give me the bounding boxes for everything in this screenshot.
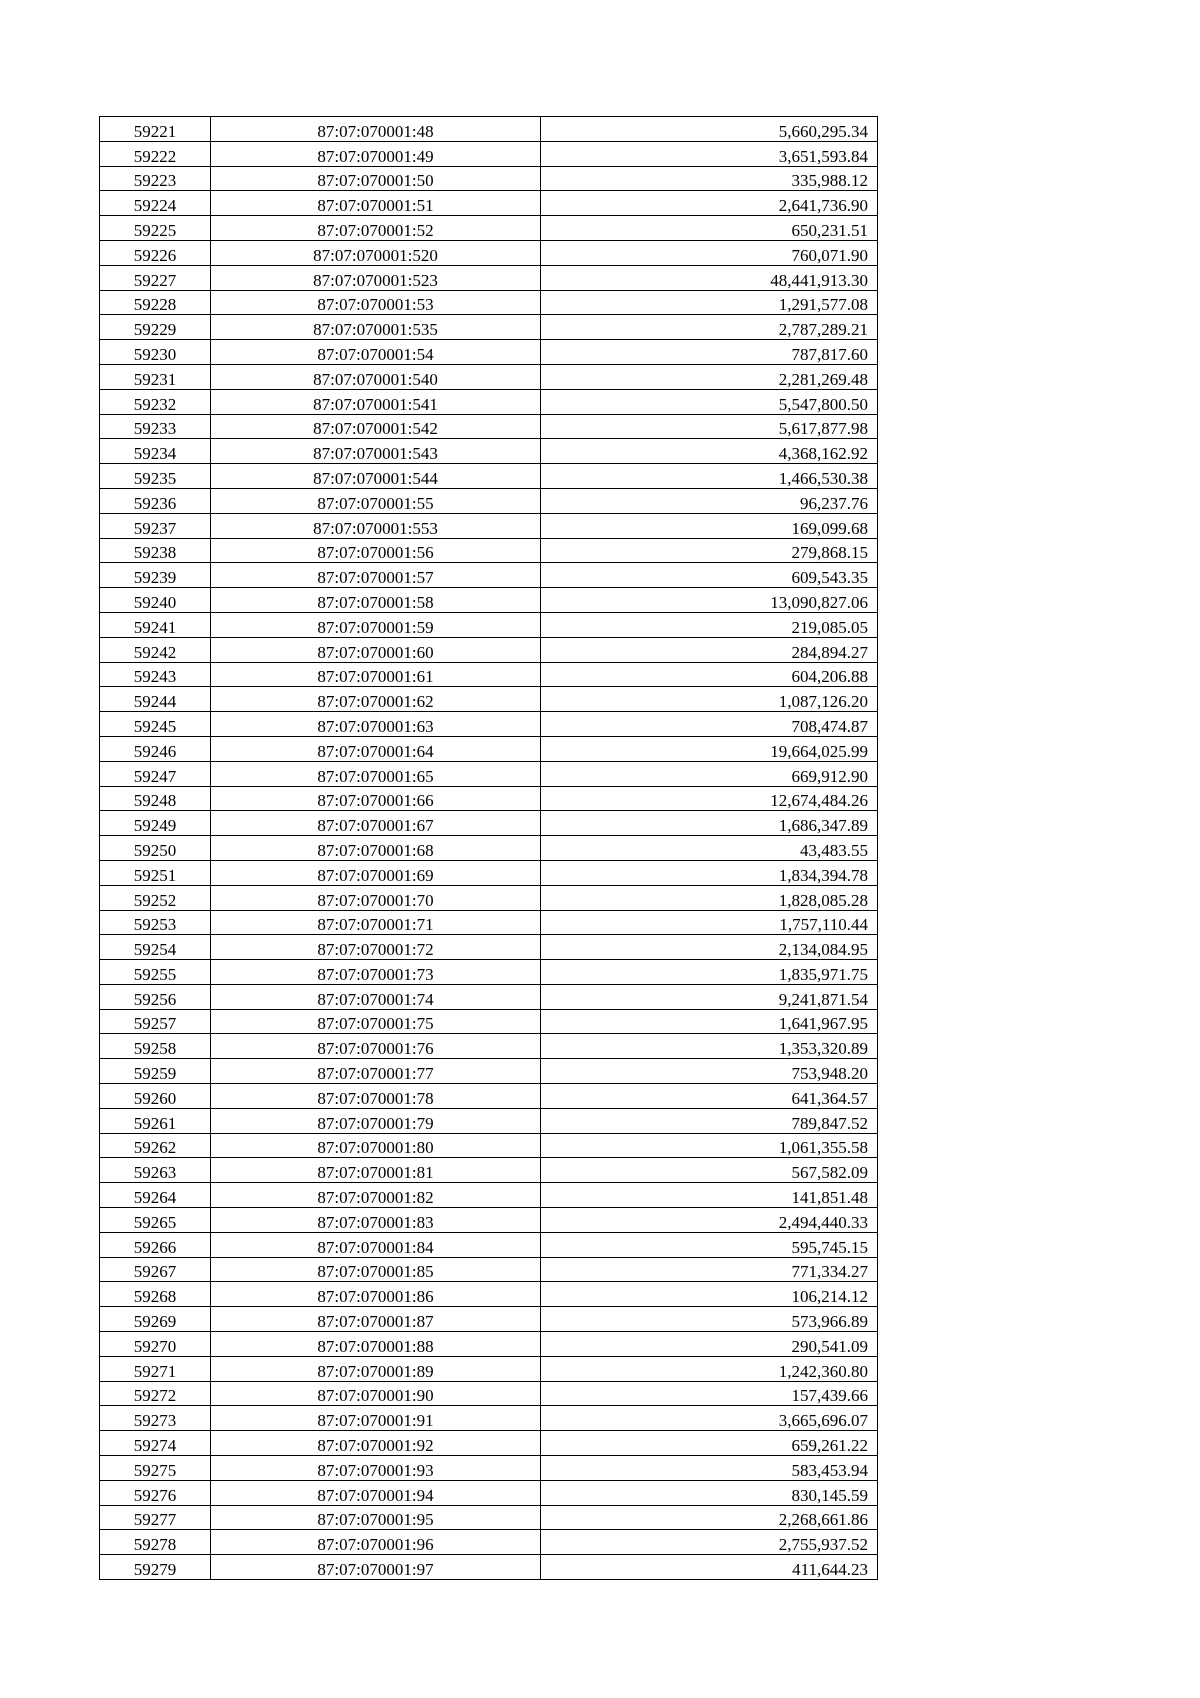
cadastral-number-cell: 87:07:070001:62: [211, 687, 541, 712]
value-cell: 573,966.89: [541, 1307, 878, 1332]
cadastral-number-cell: 87:07:070001:540: [211, 364, 541, 389]
cadastral-number-cell: 87:07:070001:67: [211, 811, 541, 836]
value-cell: 335,988.12: [541, 166, 878, 191]
value-cell: 2,281,269.48: [541, 364, 878, 389]
cadastral-number-cell: 87:07:070001:93: [211, 1456, 541, 1481]
row-number-cell: 59240: [100, 588, 211, 613]
row-number-cell: 59256: [100, 984, 211, 1009]
row-number-cell: 59236: [100, 488, 211, 513]
cadastral-number-cell: 87:07:070001:553: [211, 513, 541, 538]
cadastral-number-cell: 87:07:070001:92: [211, 1431, 541, 1456]
cadastral-number-cell: 87:07:070001:75: [211, 1009, 541, 1034]
value-cell: 1,828,085.28: [541, 885, 878, 910]
table-row: [100, 1059, 878, 1084]
value-cell: 3,651,593.84: [541, 141, 878, 166]
cadastral-number-cell: 87:07:070001:520: [211, 240, 541, 265]
table-row: [100, 736, 878, 761]
value-cell: 789,847.52: [541, 1108, 878, 1133]
table-row: [100, 414, 878, 439]
row-number-cell: 59273: [100, 1406, 211, 1431]
value-cell: 708,474.87: [541, 712, 878, 737]
cadastral-number-cell: 87:07:070001:76: [211, 1034, 541, 1059]
row-number-cell: 59278: [100, 1530, 211, 1555]
table-row: [100, 1009, 878, 1034]
cadastral-number-cell: 87:07:070001:55: [211, 488, 541, 513]
table-row: [100, 538, 878, 563]
table-row: [100, 265, 878, 290]
table-row: [100, 563, 878, 588]
table-row: [100, 1480, 878, 1505]
row-number-cell: 59230: [100, 340, 211, 365]
row-number-cell: 59245: [100, 712, 211, 737]
row-number-cell: 59275: [100, 1456, 211, 1481]
value-cell: 5,660,295.34: [541, 117, 878, 142]
cadastral-number-cell: 87:07:070001:49: [211, 141, 541, 166]
cadastral-number-cell: 87:07:070001:84: [211, 1232, 541, 1257]
row-number-cell: 59264: [100, 1183, 211, 1208]
cadastral-number-cell: 87:07:070001:81: [211, 1158, 541, 1183]
value-cell: 1,353,320.89: [541, 1034, 878, 1059]
table-row: [100, 141, 878, 166]
cadastral-number-cell: 87:07:070001:86: [211, 1282, 541, 1307]
value-cell: 609,543.35: [541, 563, 878, 588]
cadastral-number-cell: 87:07:070001:85: [211, 1257, 541, 1282]
row-number-cell: 59267: [100, 1257, 211, 1282]
cadastral-number-cell: 87:07:070001:90: [211, 1381, 541, 1406]
row-number-cell: 59268: [100, 1282, 211, 1307]
row-number-cell: 59225: [100, 216, 211, 241]
value-cell: 9,241,871.54: [541, 984, 878, 1009]
row-number-cell: 59248: [100, 786, 211, 811]
value-cell: 669,912.90: [541, 761, 878, 786]
table-row: [100, 984, 878, 1009]
value-cell: 5,547,800.50: [541, 389, 878, 414]
row-number-cell: 59221: [100, 117, 211, 142]
table-row: [100, 712, 878, 737]
value-cell: 279,868.15: [541, 538, 878, 563]
table-row: [100, 885, 878, 910]
cadastral-number-cell: 87:07:070001:77: [211, 1059, 541, 1084]
table-row: [100, 860, 878, 885]
row-number-cell: 59276: [100, 1480, 211, 1505]
cadastral-number-cell: 87:07:070001:60: [211, 637, 541, 662]
value-cell: 12,674,484.26: [541, 786, 878, 811]
table-row: [100, 488, 878, 513]
cadastral-number-cell: 87:07:070001:65: [211, 761, 541, 786]
row-number-cell: 59269: [100, 1307, 211, 1332]
cadastral-number-cell: 87:07:070001:54: [211, 340, 541, 365]
value-cell: 1,087,126.20: [541, 687, 878, 712]
value-cell: 641,364.57: [541, 1084, 878, 1109]
table-row: [100, 910, 878, 935]
row-number-cell: 59254: [100, 935, 211, 960]
row-number-cell: 59237: [100, 513, 211, 538]
cadastral-number-cell: 87:07:070001:542: [211, 414, 541, 439]
value-cell: 604,206.88: [541, 662, 878, 687]
value-cell: 567,582.09: [541, 1158, 878, 1183]
value-cell: 96,237.76: [541, 488, 878, 513]
cadastral-number-cell: 87:07:070001:535: [211, 315, 541, 340]
table-row: [100, 240, 878, 265]
row-number-cell: 59257: [100, 1009, 211, 1034]
cadastral-number-cell: 87:07:070001:61: [211, 662, 541, 687]
table-row: [100, 836, 878, 861]
cadastral-number-cell: 87:07:070001:58: [211, 588, 541, 613]
table-row: [100, 588, 878, 613]
table-row: [100, 1034, 878, 1059]
row-number-cell: 59231: [100, 364, 211, 389]
cadastral-number-cell: 87:07:070001:543: [211, 439, 541, 464]
row-number-cell: 59262: [100, 1133, 211, 1158]
table-row: [100, 166, 878, 191]
row-number-cell: 59229: [100, 315, 211, 340]
value-cell: 157,439.66: [541, 1381, 878, 1406]
cadastral-number-cell: 87:07:070001:72: [211, 935, 541, 960]
cadastral-number-cell: 87:07:070001:97: [211, 1555, 541, 1580]
table-row: [100, 1232, 878, 1257]
table-row: [100, 1307, 878, 1332]
value-cell: 4,368,162.92: [541, 439, 878, 464]
row-number-cell: 59263: [100, 1158, 211, 1183]
table-row: [100, 1431, 878, 1456]
value-cell: 583,453.94: [541, 1456, 878, 1481]
cadastral-number-cell: 87:07:070001:70: [211, 885, 541, 910]
cadastral-number-cell: 87:07:070001:74: [211, 984, 541, 1009]
cadastral-value-table: [99, 116, 878, 1580]
table-row: [100, 811, 878, 836]
cadastral-number-cell: 87:07:070001:91: [211, 1406, 541, 1431]
value-cell: 5,617,877.98: [541, 414, 878, 439]
row-number-cell: 59222: [100, 141, 211, 166]
value-cell: 13,090,827.06: [541, 588, 878, 613]
cadastral-number-cell: 87:07:070001:50: [211, 166, 541, 191]
table-row: [100, 315, 878, 340]
value-cell: 787,817.60: [541, 340, 878, 365]
cadastral-number-cell: 87:07:070001:544: [211, 464, 541, 489]
row-number-cell: 59274: [100, 1431, 211, 1456]
row-number-cell: 59277: [100, 1505, 211, 1530]
row-number-cell: 59238: [100, 538, 211, 563]
table-row: [100, 612, 878, 637]
value-cell: 753,948.20: [541, 1059, 878, 1084]
table-row: [100, 761, 878, 786]
table-row: [100, 935, 878, 960]
value-cell: 1,466,530.38: [541, 464, 878, 489]
row-number-cell: 59259: [100, 1059, 211, 1084]
row-number-cell: 59266: [100, 1232, 211, 1257]
row-number-cell: 59261: [100, 1108, 211, 1133]
table-row: [100, 513, 878, 538]
value-cell: 141,851.48: [541, 1183, 878, 1208]
value-cell: 760,071.90: [541, 240, 878, 265]
value-cell: 650,231.51: [541, 216, 878, 241]
table-row: [100, 1133, 878, 1158]
table-row: [100, 1108, 878, 1133]
row-number-cell: 59226: [100, 240, 211, 265]
table-row: [100, 637, 878, 662]
value-cell: 2,268,661.86: [541, 1505, 878, 1530]
table-row: [100, 117, 878, 142]
row-number-cell: 59232: [100, 389, 211, 414]
table-row: [100, 1406, 878, 1431]
table-row: [100, 191, 878, 216]
table-row: [100, 290, 878, 315]
value-cell: 1,641,967.95: [541, 1009, 878, 1034]
table-row: [100, 1530, 878, 1555]
row-number-cell: 59251: [100, 860, 211, 885]
table-row: [100, 687, 878, 712]
cadastral-number-cell: 87:07:070001:48: [211, 117, 541, 142]
table-row: [100, 439, 878, 464]
table-row: [100, 216, 878, 241]
table-row: [100, 960, 878, 985]
row-number-cell: 59246: [100, 736, 211, 761]
cadastral-number-cell: 87:07:070001:66: [211, 786, 541, 811]
cadastral-number-cell: 87:07:070001:523: [211, 265, 541, 290]
value-cell: 2,641,736.90: [541, 191, 878, 216]
cadastral-number-cell: 87:07:070001:89: [211, 1356, 541, 1381]
row-number-cell: 59244: [100, 687, 211, 712]
cadastral-number-cell: 87:07:070001:94: [211, 1480, 541, 1505]
cadastral-number-cell: 87:07:070001:95: [211, 1505, 541, 1530]
row-number-cell: 59252: [100, 885, 211, 910]
value-cell: 169,099.68: [541, 513, 878, 538]
cadastral-number-cell: 87:07:070001:83: [211, 1208, 541, 1233]
table-row: [100, 464, 878, 489]
table-row: [100, 1183, 878, 1208]
cadastral-number-cell: 87:07:070001:78: [211, 1084, 541, 1109]
value-cell: 830,145.59: [541, 1480, 878, 1505]
cadastral-number-cell: 87:07:070001:64: [211, 736, 541, 761]
value-cell: 106,214.12: [541, 1282, 878, 1307]
row-number-cell: 59279: [100, 1555, 211, 1580]
value-cell: 1,061,355.58: [541, 1133, 878, 1158]
cadastral-number-cell: 87:07:070001:53: [211, 290, 541, 315]
cadastral-number-cell: 87:07:070001:73: [211, 960, 541, 985]
row-number-cell: 59271: [100, 1356, 211, 1381]
cadastral-number-cell: 87:07:070001:79: [211, 1108, 541, 1133]
row-number-cell: 59227: [100, 265, 211, 290]
table-row: [100, 1505, 878, 1530]
table-row: [100, 662, 878, 687]
row-number-cell: 59255: [100, 960, 211, 985]
cadastral-number-cell: 87:07:070001:57: [211, 563, 541, 588]
row-number-cell: 59270: [100, 1332, 211, 1357]
row-number-cell: 59260: [100, 1084, 211, 1109]
cadastral-number-cell: 87:07:070001:63: [211, 712, 541, 737]
value-cell: 1,686,347.89: [541, 811, 878, 836]
row-number-cell: 59228: [100, 290, 211, 315]
value-cell: 2,787,289.21: [541, 315, 878, 340]
cadastral-number-cell: 87:07:070001:87: [211, 1307, 541, 1332]
value-cell: 290,541.09: [541, 1332, 878, 1357]
cadastral-number-cell: 87:07:070001:82: [211, 1183, 541, 1208]
value-cell: 411,644.23: [541, 1555, 878, 1580]
row-number-cell: 59258: [100, 1034, 211, 1059]
value-cell: 2,494,440.33: [541, 1208, 878, 1233]
value-cell: 48,441,913.30: [541, 265, 878, 290]
table-row: [100, 1257, 878, 1282]
cadastral-number-cell: 87:07:070001:71: [211, 910, 541, 935]
row-number-cell: 59234: [100, 439, 211, 464]
cadastral-number-cell: 87:07:070001:69: [211, 860, 541, 885]
cadastral-number-cell: 87:07:070001:52: [211, 216, 541, 241]
value-cell: 3,665,696.07: [541, 1406, 878, 1431]
cadastral-number-cell: 87:07:070001:68: [211, 836, 541, 861]
table-row: [100, 1208, 878, 1233]
table-row: [100, 364, 878, 389]
cadastral-number-cell: 87:07:070001:88: [211, 1332, 541, 1357]
row-number-cell: 59235: [100, 464, 211, 489]
value-cell: 659,261.22: [541, 1431, 878, 1456]
value-cell: 2,755,937.52: [541, 1530, 878, 1555]
row-number-cell: 59223: [100, 166, 211, 191]
value-cell: 1,242,360.80: [541, 1356, 878, 1381]
value-cell: 19,664,025.99: [541, 736, 878, 761]
table-row: [100, 1356, 878, 1381]
value-cell: 284,894.27: [541, 637, 878, 662]
cadastral-number-cell: 87:07:070001:59: [211, 612, 541, 637]
row-number-cell: 59272: [100, 1381, 211, 1406]
cadastral-number-cell: 87:07:070001:56: [211, 538, 541, 563]
value-cell: 595,745.15: [541, 1232, 878, 1257]
table-row: [100, 1332, 878, 1357]
value-cell: 771,334.27: [541, 1257, 878, 1282]
row-number-cell: 59265: [100, 1208, 211, 1233]
table-row: [100, 786, 878, 811]
table-row: [100, 1456, 878, 1481]
table-row: [100, 1282, 878, 1307]
value-cell: 1,834,394.78: [541, 860, 878, 885]
row-number-cell: 59242: [100, 637, 211, 662]
cadastral-number-cell: 87:07:070001:80: [211, 1133, 541, 1158]
value-cell: 43,483.55: [541, 836, 878, 861]
table-row: [100, 1158, 878, 1183]
cadastral-number-cell: 87:07:070001:541: [211, 389, 541, 414]
table-row: [100, 340, 878, 365]
value-cell: 219,085.05: [541, 612, 878, 637]
cadastral-number-cell: 87:07:070001:51: [211, 191, 541, 216]
row-number-cell: 59247: [100, 761, 211, 786]
table-row: [100, 1555, 878, 1580]
cadastral-number-cell: 87:07:070001:96: [211, 1530, 541, 1555]
value-cell: 2,134,084.95: [541, 935, 878, 960]
table-body: [100, 117, 878, 1580]
value-cell: 1,291,577.08: [541, 290, 878, 315]
row-number-cell: 59233: [100, 414, 211, 439]
table-row: [100, 389, 878, 414]
table-row: [100, 1084, 878, 1109]
row-number-cell: 59250: [100, 836, 211, 861]
table-row: [100, 1381, 878, 1406]
row-number-cell: 59243: [100, 662, 211, 687]
value-cell: 1,757,110.44: [541, 910, 878, 935]
row-number-cell: 59253: [100, 910, 211, 935]
row-number-cell: 59249: [100, 811, 211, 836]
row-number-cell: 59239: [100, 563, 211, 588]
value-cell: 1,835,971.75: [541, 960, 878, 985]
row-number-cell: 59224: [100, 191, 211, 216]
row-number-cell: 59241: [100, 612, 211, 637]
